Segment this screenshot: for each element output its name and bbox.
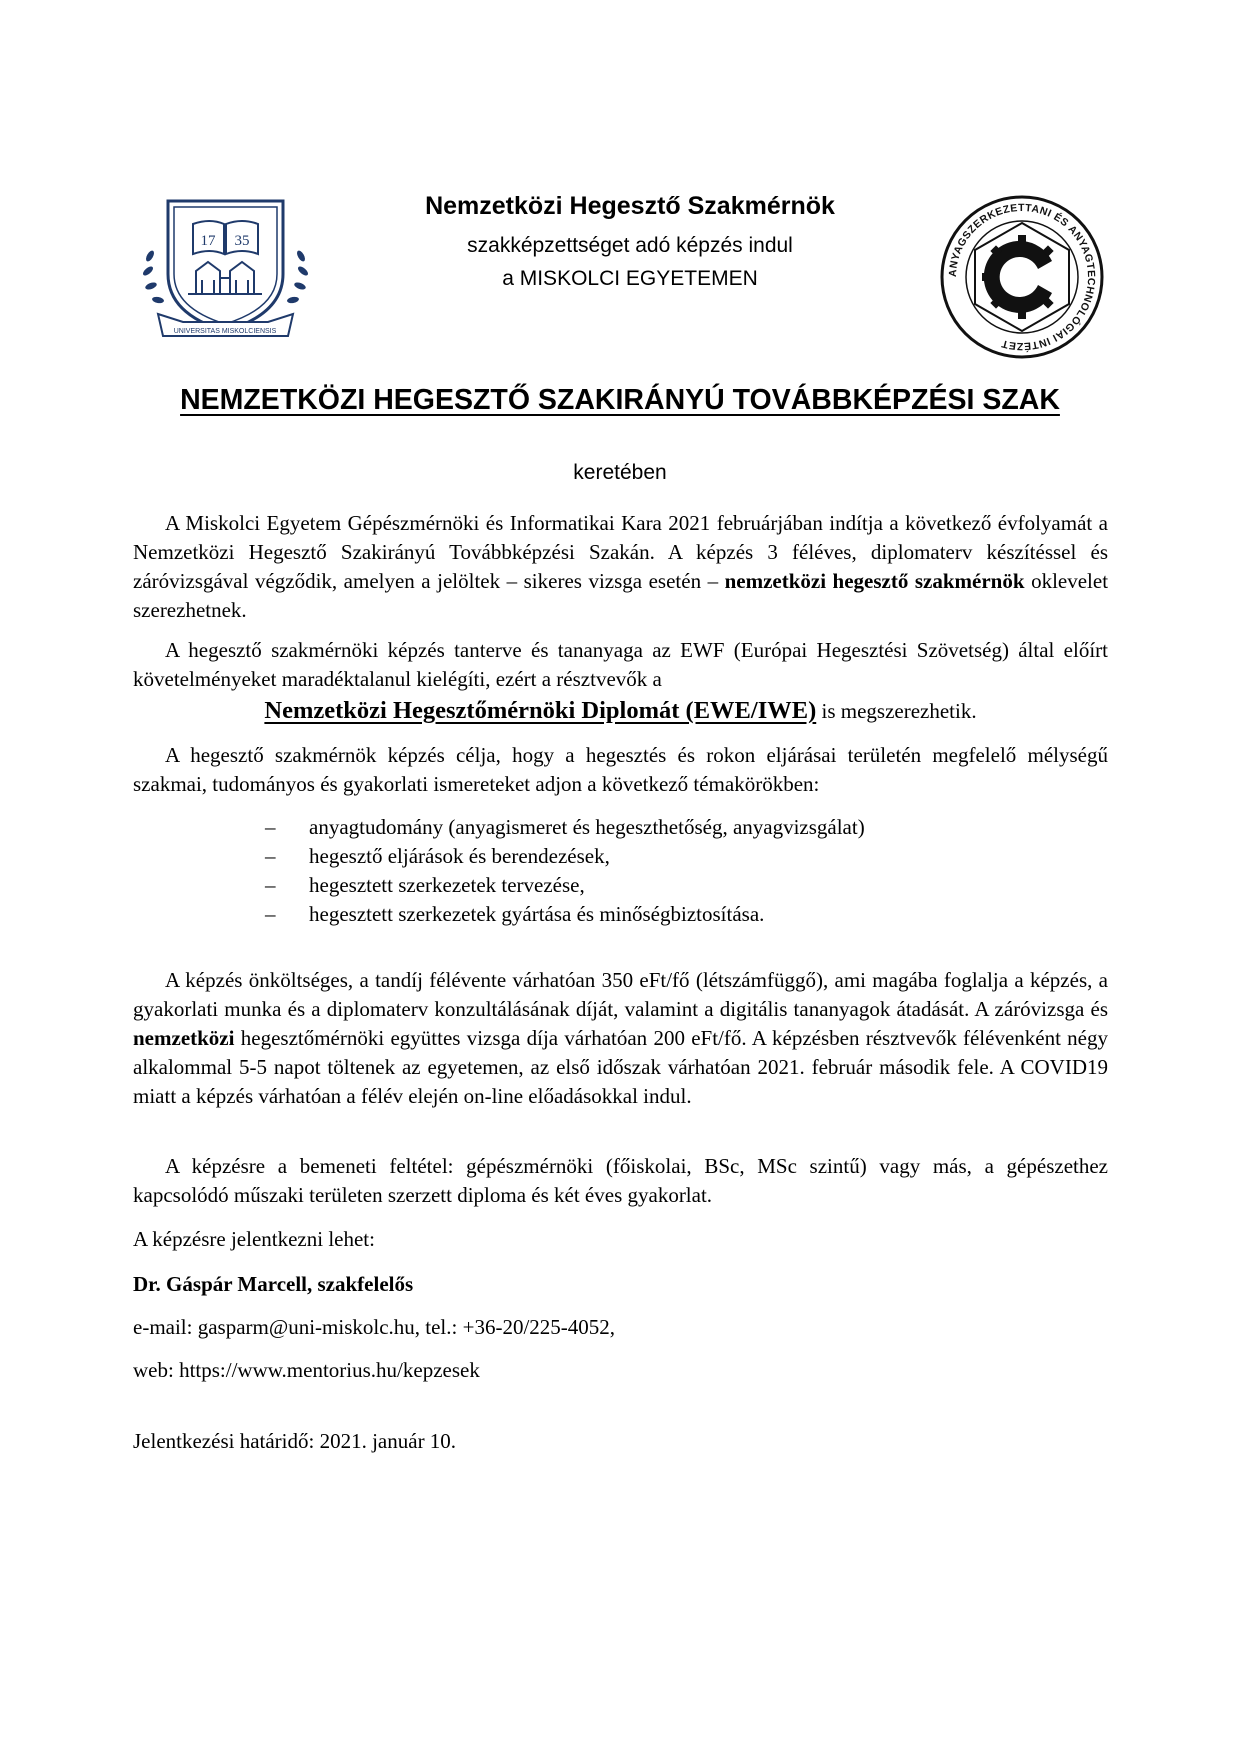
header-title: Nemzetközi Hegesztő Szakmérnök [425, 192, 835, 220]
paragraph-fees [133, 966, 1108, 1111]
list-item-text: hegesztett szerkezetek tervezése, [309, 873, 585, 897]
header-line-1: szakképzettséget adó képzés indul [467, 234, 793, 257]
paragraph-intro-bold: nemzetközi hegesztő szakmérnök [724, 569, 1025, 593]
crest-year-left: 17 [200, 233, 216, 249]
paragraph-goal: A hegesztő szakmérnök képzés célja, hogy a hegesztés és rokon eljárásai területén megfelelő mélységű szakmai, tudományos és gyakorlati ismereteket adjon a következő témakörökben: [133, 743, 1108, 796]
list-bullet: – [265, 815, 276, 839]
application-deadline: Jelentkezési határidő: 2021. január 10. [133, 1429, 457, 1453]
paragraph-requirements: A képzésre a bemeneti feltétel: gépészmérnöki (főiskolai, BSc, MSc szintű) vagy más, a gépészethez kapcsolódó műszaki területen szerzett diploma és két éves gyakorlat. [133, 1154, 1108, 1207]
header-line-2: a MISKOLCI EGYETEMEN [502, 267, 758, 290]
paragraph-ewf: A hegesztő szakmérnöki képzés tanterve és tananyaga az EWF (Európai Hegesztési Szövetség) által előírt követelményeket maradéktalanul kielégíti, ezért a résztvevők a [133, 638, 1108, 691]
diploma-line [133, 697, 1108, 725]
crest-year-right: 35 [234, 233, 250, 249]
list-item [265, 842, 1065, 871]
paragraph-intro [133, 509, 1108, 625]
list-item-text: anyagtudomány (anyagismeret és hegeszthetőség, anyagvizsgálat) [309, 815, 865, 839]
university-crest-icon [138, 196, 313, 346]
diploma-rest: is megszerezhetik. [821, 699, 977, 723]
contact-intro: A képzésre jelentkezni lehet: [133, 1227, 375, 1251]
list-bullet: – [265, 844, 276, 868]
paragraph-fees-text: A képzés önköltséges, a tandíj félévente várhatóan 350 eFt/fő (létszámfüggő), ami magába foglalja a képzés, a gyakorlati munka és a diplomaterv konzultálásának díját, valamint a digitális tananyagok átadását. A záróvizsga és [133, 968, 1108, 1021]
list-item-text: hegesztett szerkezetek gyártása és minőségbiztosítása. [309, 902, 765, 926]
topic-list [265, 813, 1065, 929]
seal-ring-text: ANYAGSZERKEZETTANI ÉS ANYAGTECHNOLÓGIAI INTÉZET [946, 201, 1098, 353]
paragraph-fees-bold: nemzetközi [133, 1026, 235, 1050]
contact-name: Dr. Gáspár Marcell, szakfelelős [133, 1272, 414, 1296]
contact-email-phone: e-mail: gasparm@uni-miskolc.hu, tel.: +36-20/225-4052, [133, 1315, 616, 1339]
paragraph-intro-text: A Miskolci Egyetem Gépészmérnöki és Informatikai Kara 2021 februárjában indítja a következő évfolyamát a Nemzetközi Hegesztő Szakirányú Továbbképzési Szakán. A képzés 3 féléves, diplomaterv készítéssel és záróvizsgával végződik, amelyen a jelöltek – sikeres vizsga esetén – [133, 511, 1108, 593]
list-item-text: hegesztő eljárások és berendezések, [309, 844, 610, 868]
list-item [265, 900, 1065, 929]
paragraph-fees-end: hegesztőmérnöki együttes vizsga díja várhatóan 200 eFt/fő. A képzésben résztvevők félévenként négy alkalommal 5-5 napot töltenek az egyetemen, az első időszak várhatóan 2021. február második fele. A COVID19 miatt a képzés várhatóan a félév elején on-line előadásokkal indul. [133, 1026, 1109, 1108]
subtitle: keretében [573, 461, 667, 484]
list-item [265, 871, 1065, 900]
institute-seal-icon [938, 193, 1106, 361]
list-bullet: – [265, 873, 276, 897]
list-bullet: – [265, 902, 276, 926]
main-title: NEMZETKÖZI HEGESZTŐ SZAKIRÁNYÚ TOVÁBBKÉPZÉSI SZAK [180, 384, 1060, 416]
header [360, 190, 900, 294]
diploma-title: Nemzetközi Hegesztőmérnöki Diplomát (EWE/IWE) [264, 697, 817, 724]
list-item [265, 813, 1065, 842]
contact-web: web: https://www.mentorius.hu/kepzesek [133, 1358, 480, 1382]
crest-ribbon-text: UNIVERSITAS MISKOLCIENSIS [173, 328, 277, 335]
paragraph-intro-end: oklevelet szerezhetnek. [133, 569, 1109, 622]
